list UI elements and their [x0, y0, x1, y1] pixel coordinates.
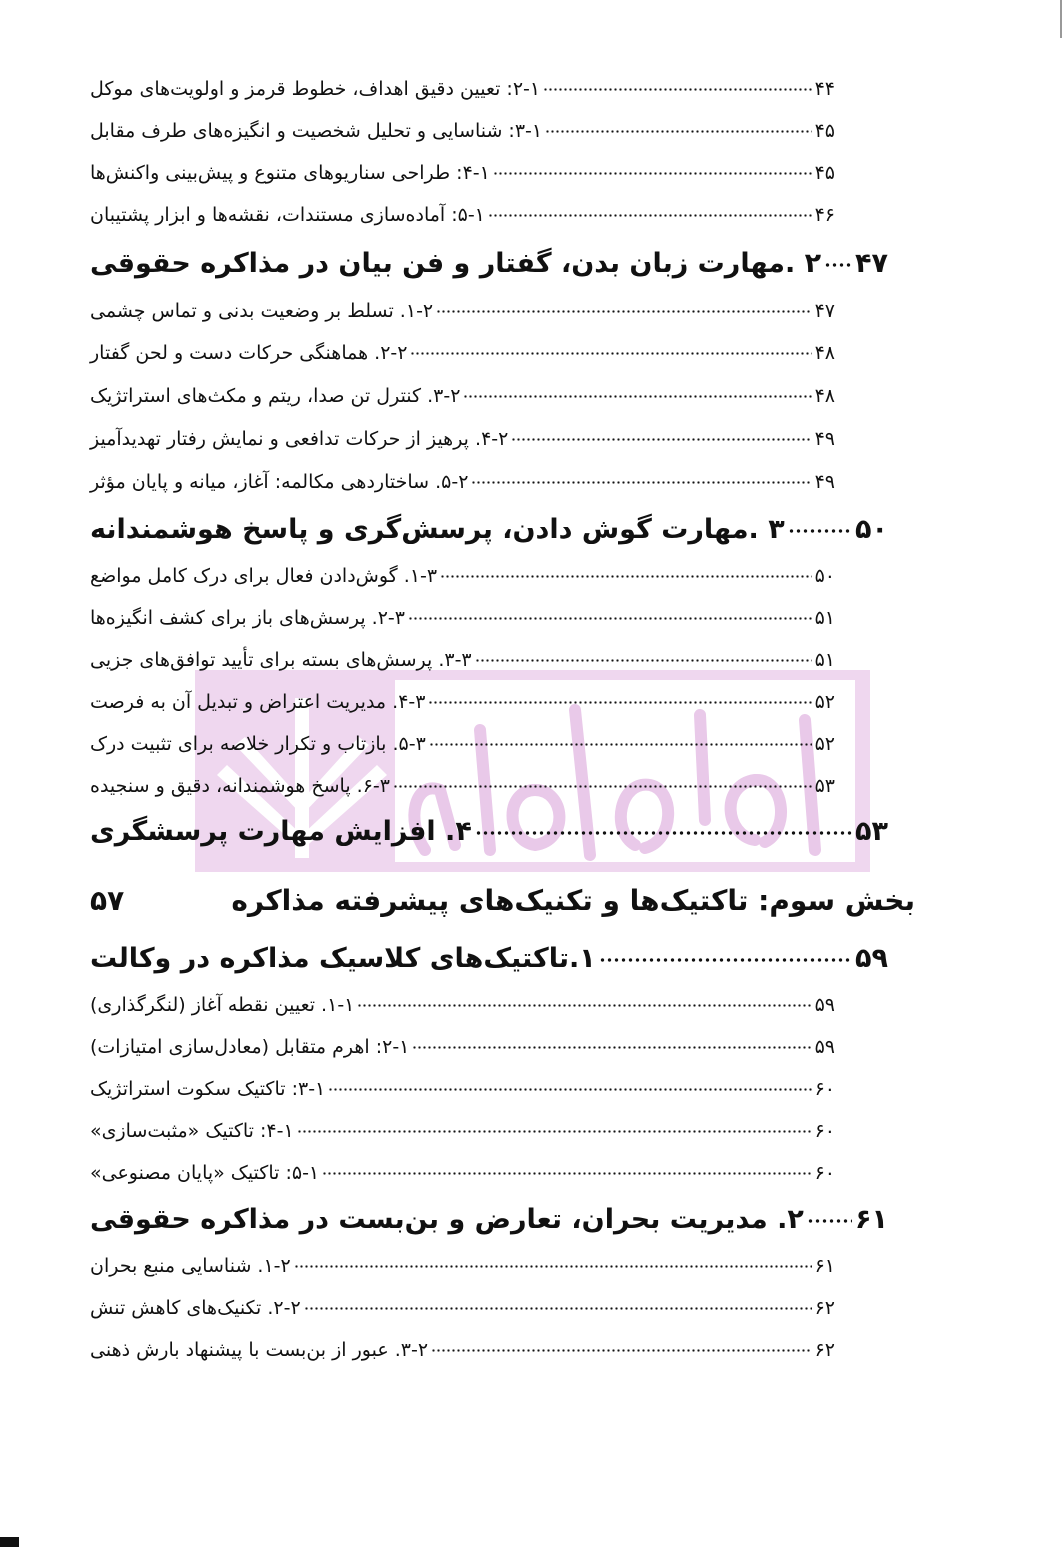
toc-entry[interactable] [90, 200, 835, 234]
entry-page: ۴۵ [814, 161, 835, 184]
toc-entry[interactable] [90, 687, 835, 721]
entry-title: ۴-۱: تاکتیک «مثبت‌سازی» [90, 1119, 294, 1142]
entry-page: ۶۲ [814, 1296, 835, 1319]
dot-leader [471, 467, 811, 488]
dot-leader [429, 729, 812, 750]
dot-leader [824, 242, 852, 272]
scan-edge-mark [0, 1537, 19, 1547]
dot-leader [294, 1251, 812, 1272]
dot-leader [493, 158, 812, 179]
toc-entry[interactable] [90, 1032, 835, 1066]
entry-page: ۶۲ [814, 1338, 835, 1361]
toc-entry[interactable] [90, 381, 835, 415]
toc-entry[interactable] [90, 603, 835, 637]
dot-leader [543, 74, 811, 95]
dot-leader [408, 603, 812, 624]
entry-page: ۵۹ [814, 1035, 835, 1058]
dot-leader [393, 771, 812, 792]
heading-title: ۲ .مهارت زبان بدن، گفتار و فن بیان در مذاکره حقوقی [90, 247, 822, 279]
entry-page: ۶۱ [814, 1254, 835, 1277]
dot-leader [488, 200, 812, 221]
entry-title: ۵-۳. بازتاب و تکرار خلاصه برای تثبیت درک [90, 732, 426, 755]
toc-entry[interactable] [90, 561, 835, 595]
toc-heading[interactable] [90, 810, 888, 854]
heading-page: ۴۷ [855, 247, 888, 279]
toc-entry[interactable] [90, 645, 835, 679]
heading-title: ۲. مدیریت بحران، تعارض و بن‌بست در مذاکره حقوقی [90, 1203, 804, 1235]
toc-entry[interactable] [90, 1293, 835, 1327]
heading-title: ۴. افزایش مهارت پرسشگری [90, 815, 472, 847]
entry-title: ۱-۲. شناسایی منبع بحران [90, 1254, 291, 1277]
toc-entry[interactable] [90, 338, 835, 372]
entry-title: ۱-۱. تعیین نقطه آغاز (لنگرگذاری) [90, 993, 355, 1016]
entry-page: ۴۹ [814, 427, 835, 450]
dot-leader [599, 937, 852, 967]
heading-page: ۶۱ [855, 1203, 888, 1235]
toc-entry[interactable] [90, 158, 835, 192]
toc-entry[interactable] [90, 1158, 835, 1192]
entry-title: ۲-۲. هماهنگی حرکات دست و لحن گفتار [90, 341, 408, 364]
dot-leader [412, 1032, 811, 1053]
entry-title: ۳-۳. پرسش‌های بسته برای تأیید توافق‌های جزیی [90, 648, 472, 671]
dot-leader [322, 1158, 811, 1179]
dot-leader [410, 338, 811, 359]
toc-entry[interactable] [90, 990, 835, 1024]
entry-page: ۶۰ [814, 1077, 835, 1100]
heading-title: ۳ .مهارت گوش دادن، پرسش‌گری و پاسخ هوشمندانه [90, 513, 785, 545]
entry-title: ۵-۱: تاکتیک «پایان مصنوعی» [90, 1161, 320, 1184]
toc-entry[interactable] [90, 1335, 835, 1369]
entry-title: ۳-۱: شناسایی و تحلیل شخصیت و انگیزه‌های طرف مقابل [90, 119, 543, 142]
dot-leader [304, 1293, 812, 1314]
dot-leader [440, 561, 811, 582]
dot-leader [297, 1116, 812, 1137]
entry-title: ۴-۱: طراحی سناریوهای متنوع و پیش‌بینی واکنش‌ها [90, 161, 490, 184]
entry-title: ۶-۳. پاسخ هوشمندانه، دقیق و سنجیده [90, 774, 390, 797]
dot-leader [357, 990, 811, 1011]
dot-leader [511, 424, 811, 445]
entry-title: ۲-۳. پرسش‌های باز برای کشف انگیزه‌ها [90, 606, 405, 629]
heading-page: ۵۰ [855, 513, 888, 545]
entry-page: ۵۱ [814, 648, 835, 671]
entry-page: ۴۸ [814, 384, 835, 407]
heading-title: ۱.تاکتیک‌های کلاسیک مذاکره در وکالت [90, 942, 596, 974]
entry-title: ۴-۲. پرهیز از حرکات تدافعی و نمایش رفتار تهدیدآمیز [90, 427, 509, 450]
toc-entry[interactable] [90, 424, 835, 458]
toc-entry[interactable] [90, 1074, 835, 1108]
entry-page: ۴۹ [814, 470, 835, 493]
entry-title: ۴-۳. مدیریت اعتراض و تبدیل آن به فرصت [90, 690, 426, 713]
dot-leader [436, 296, 811, 317]
entry-title: ۲-۱: اهرم متقابل (معادل‌سازی امتیازات) [90, 1035, 410, 1058]
entry-page: ۴۶ [814, 203, 835, 226]
part-page: ۵۷ [90, 884, 125, 917]
entry-title: ۲-۲. تکنیک‌های کاهش تنش [90, 1296, 301, 1319]
dot-leader [463, 381, 811, 402]
dot-leader [328, 1074, 811, 1095]
dot-leader [545, 116, 811, 137]
dot-leader [475, 810, 852, 840]
part-title: بخش سوم: تاکتیک‌ها و تکنیک‌های پیشرفته مذاکره [231, 884, 915, 917]
dot-leader [788, 508, 852, 538]
entry-page: ۵۳ [814, 774, 835, 797]
dot-leader [807, 1198, 852, 1228]
toc-heading[interactable] [90, 1198, 888, 1242]
toc-entry[interactable] [90, 771, 835, 805]
entry-page: ۵۰ [814, 564, 835, 587]
toc-heading[interactable] [90, 508, 888, 552]
entry-page: ۶۰ [814, 1161, 835, 1184]
entry-page: ۴۵ [814, 119, 835, 142]
entry-title: ۵-۲. ساختاردهی مکالمه: آغاز، میانه و پایان مؤثر [90, 470, 469, 493]
dot-leader [431, 1335, 812, 1356]
toc-entry[interactable] [90, 467, 835, 501]
dot-leader [475, 645, 812, 666]
entry-title: ۳-۲. عبور از بن‌بست با پیشنهاد بارش ذهنی [90, 1338, 429, 1361]
toc-entry[interactable] [90, 1251, 835, 1285]
toc-heading[interactable] [90, 242, 888, 286]
entry-page: ۴۸ [814, 341, 835, 364]
toc-entry[interactable] [90, 729, 835, 763]
toc-entry[interactable] [90, 116, 835, 150]
entry-title: ۲-۱: تعیین دقیق اهداف، خطوط قرمز و اولویت‌های موکل [90, 77, 541, 100]
toc-entry[interactable] [90, 1116, 835, 1150]
entry-title: ۳-۲. کنترل تن صدا، ریتم و مکث‌های استراتژیک [90, 384, 461, 407]
entry-title: ۱-۳. گوش‌دادن فعال برای درک کامل مواضع [90, 564, 438, 587]
entry-page: ۴۷ [814, 299, 835, 322]
entry-page: ۵۲ [814, 732, 835, 755]
toc-heading[interactable] [90, 937, 888, 981]
entry-page: ۴۴ [814, 77, 835, 100]
toc-entry[interactable] [90, 74, 835, 108]
entry-title: ۱-۲. تسلط بر وضعیت بدنی و تماس چشمی [90, 299, 434, 322]
entry-page: ۵۱ [814, 606, 835, 629]
toc-entry[interactable] [90, 296, 835, 330]
entry-page: ۶۰ [814, 1119, 835, 1142]
entry-page: ۵۹ [814, 993, 835, 1016]
dot-leader [428, 687, 811, 708]
heading-page: ۵۹ [855, 942, 888, 974]
entry-page: ۵۲ [814, 690, 835, 713]
heading-page: ۵۳ [855, 815, 888, 847]
part-heading[interactable] [90, 884, 915, 917]
entry-title: ۳-۱: تاکتیک سکوت استراتژیک [90, 1077, 326, 1100]
entry-title: ۵-۱: آماده‌سازی مستندات، نقشه‌ها و ابزار پشتیبان [90, 203, 485, 226]
